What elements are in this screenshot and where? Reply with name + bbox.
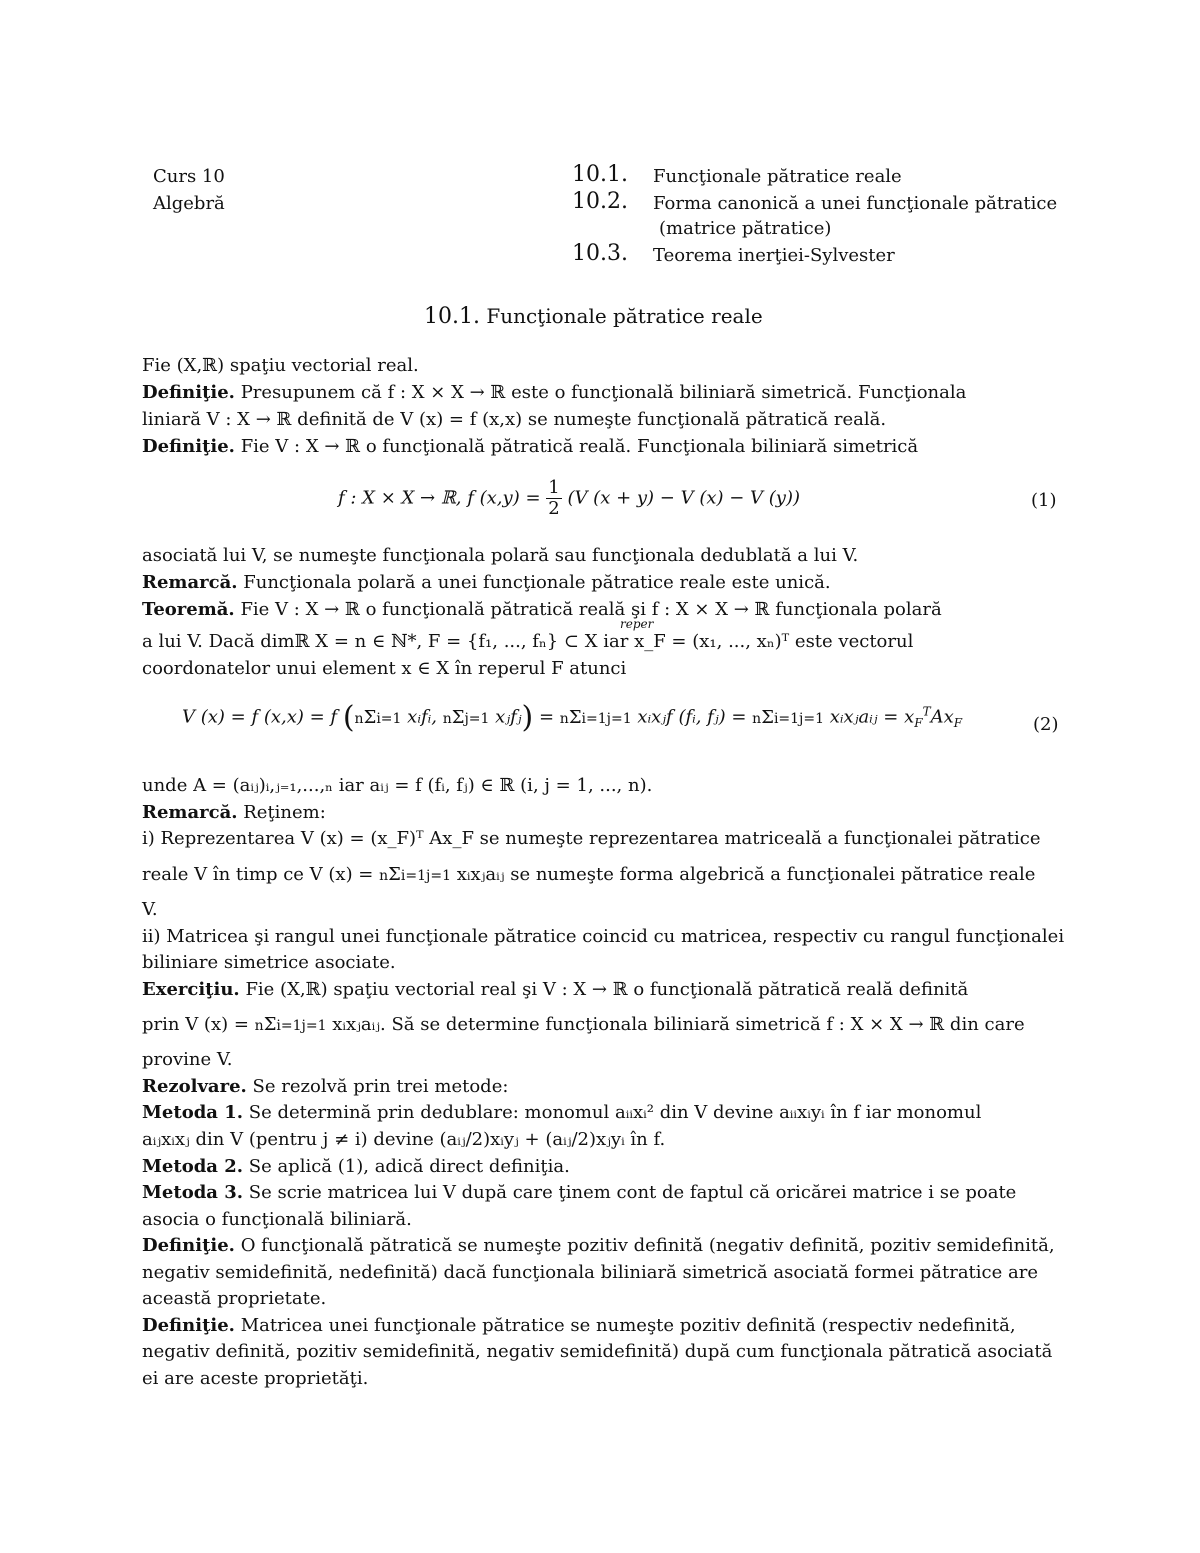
solution: [142, 1074, 508, 1100]
def-text: Presupunem că f : X × X → ℝ este o funcţională biliniară simetrică. Funcţionala: [240, 382, 967, 403]
definition-1: [142, 380, 1060, 406]
def-text: Fie V : X → ℝ o funcţională pătratică reală. Funcţionala biliniară simetrică: [240, 436, 919, 457]
method-1: [142, 1100, 981, 1126]
reper-label: reper: [620, 617, 654, 631]
def-label: Definiţie.: [142, 1235, 235, 1256]
equation-2: V (x) = f (x,x) = f (nΣi=1 xᵢfᵢ, nΣj=1 xⱼfⱼ) = nΣi=1j=1 xᵢxⱼf (fᵢ, fⱼ) = nΣi=1j=1 xᵢxⱼaᵢⱼ = $x_F^TAx_F$: [182, 700, 963, 735]
double-sum-4: nΣi=1j=1: [254, 1014, 327, 1035]
toc-title-1: Funcţionale pătratice reale: [653, 166, 902, 187]
definition-4-line2: negativ definită, pozitiv semidefinită, negativ semidefinită) după cum funcţionala pătratică asociată: [142, 1341, 1053, 1362]
definition-2: [142, 434, 918, 460]
method-3: [142, 1180, 1016, 1206]
method-label: Metoda 1.: [142, 1102, 244, 1123]
eq2-b: xᵢfᵢ,: [407, 706, 437, 728]
item-i-line2: reale V în timp ce V (x) = nΣi=1j=1 xᵢxⱼaᵢⱼ se numeşte forma algebrică a funcţionalei pătratice reale: [142, 864, 1036, 885]
toc-title-2b: (matrice pătratice): [659, 218, 832, 239]
sum-i: nΣi=1: [354, 706, 402, 728]
sum-j: nΣj=1: [442, 706, 490, 728]
course-label: Curs 10: [153, 166, 225, 187]
eq2-e: xᵢxⱼf (fᵢ, fⱼ) =: [637, 706, 747, 728]
definition-4-line3: ei are aceste proprietăţi.: [142, 1368, 369, 1389]
theorem-line3: coordonatelor unui element x ∈ X în reperul F atunci: [142, 658, 627, 679]
remark-text: Reţinem:: [243, 802, 326, 823]
method-3-line2: asocia o funcţională biliniară.: [142, 1209, 412, 1230]
solution-label: Rezolvare.: [142, 1076, 247, 1097]
definition-1-line2: liniară V : X → ℝ definită de V (x) = f (x,x) se numeşte funcţională pătratică reală.: [142, 409, 887, 430]
subject-label: Algebră: [153, 193, 225, 214]
method-1-line2: aᵢⱼxᵢxⱼ din V (pentru j ≠ i) devine (aᵢⱼ/2)xᵢyⱼ + (aᵢⱼ/2)xⱼyᵢ în f.: [142, 1129, 666, 1150]
exercise-line1: Fie (X,ℝ) spaţiu vectorial real şi V : X → ℝ o funcţională pătratică reală definită: [245, 979, 969, 1000]
section-title: [424, 303, 763, 330]
eq2-f: xᵢxⱼaᵢⱼ = x: [829, 706, 915, 728]
definition-3-line3: această proprietate.: [142, 1288, 327, 1309]
eq2-a: V (x) = f (x,x) = f: [182, 706, 338, 728]
paren-close: ): [521, 700, 534, 735]
remark-2: [142, 800, 326, 826]
double-sum-2: nΣi=1j=1: [752, 706, 825, 728]
eq2-g: Ax: [930, 706, 954, 728]
eq1-fraction: [546, 478, 561, 519]
item-ii-line1: ii) Matricea şi rangul unei funcţionale pătratice coincid cu matricea, respectiv cu rangul funcţionalei: [142, 926, 1065, 947]
solution-text: Se rezolvă prin trei metode:: [252, 1076, 509, 1097]
section-num: 10.1.: [424, 304, 480, 329]
item-i-line3: V.: [142, 899, 158, 920]
paren-open: (: [342, 700, 355, 735]
def-label: Definiţie.: [142, 382, 235, 403]
remark-label: Remarcă.: [142, 572, 238, 593]
toc-title-2: Forma canonică a unei funcţionale pătratice: [653, 193, 1058, 214]
toc-num-3: 10.3.: [572, 241, 628, 266]
eq1-right: (V (x + y) − V (x) − V (y)): [567, 487, 800, 509]
double-sum-3: nΣi=1j=1: [379, 864, 451, 885]
def-label: Definiţie.: [142, 436, 235, 457]
section-text: Funcţionale pătratice reale: [486, 304, 763, 328]
theorem-line1: Fie V : X → ℝ o funcţională pătratică reală şi f : X × X → ℝ funcţionala polară: [240, 599, 942, 620]
remark-label: Remarcă.: [142, 802, 238, 823]
definition-4: [142, 1313, 1016, 1339]
theorem: [142, 597, 942, 623]
method-text: Se aplică (1), adică direct definiţia.: [248, 1156, 570, 1177]
toc-num-1: 10.1.: [572, 162, 628, 187]
paragraph-polar: asociată lui V, se numeşte funcţionala polară sau funcţionala dedublată a lui V.: [142, 545, 859, 566]
method-text: Se determină prin dedublare: monomul aᵢᵢxᵢ² din V devine aᵢᵢxᵢyᵢ în f iar monomul: [248, 1102, 982, 1123]
eq2-d: =: [538, 706, 555, 728]
theorem-line2: a lui V. Dacă dimℝ X = n ∈ ℕ*, F = {f₁, ..., fₙ} ⊂ X iar x_F = (x₁, ..., xₙ)ᵀ este vectorul: [142, 631, 914, 652]
exercise-line2: prin V (x) = nΣi=1j=1 xᵢxⱼaᵢⱼ. Să se determine funcţionala biliniară simetrică f : X × X → ℝ din care: [142, 1014, 1025, 1035]
equation-1-tag: (1): [1031, 490, 1057, 511]
theorem-label: Teoremă.: [142, 599, 235, 620]
method-2: [142, 1154, 570, 1180]
item-ii-line2: biliniare simetrice asociate.: [142, 952, 396, 973]
exercise-line3: provine V.: [142, 1049, 233, 1070]
eq1-den: 2: [548, 498, 560, 519]
remark-text: Funcţionala polară a unei funcţionale pătratice reale este unică.: [243, 572, 831, 593]
double-sum-1: nΣi=1j=1: [559, 706, 632, 728]
method-text: Se scrie matricea lui V după care ţinem cont de faptul că oricărei matrice i se poate: [248, 1182, 1017, 1203]
equation-1: [338, 478, 800, 519]
def-text: O funcţională pătratică se numeşte pozitiv definită (negativ definită, pozitiv semidefinită,: [240, 1235, 1055, 1256]
equation-2-tag: (2): [1033, 714, 1059, 735]
toc-title-3: Teorema inerţiei-Sylvester: [653, 245, 895, 266]
remark-1: [142, 570, 831, 596]
eq1-num: 1: [548, 477, 560, 498]
method-label: Metoda 3.: [142, 1182, 244, 1203]
paragraph-where: unde A = (aᵢⱼ)ᵢ,ⱼ₌₁,...,ₙ iar aᵢⱼ = f (fᵢ, fⱼ) ∈ ℝ (i, j = 1, ..., n).: [142, 775, 653, 796]
exercise: [142, 977, 968, 1003]
exercise-label: Exerciţiu.: [142, 979, 240, 1000]
definition-3: [142, 1233, 1055, 1259]
item-i-line1: i) Reprezentarea V (x) = (x_F)ᵀ Ax_F se numeşte reprezentarea matriceală a funcţionalei pătratice: [142, 828, 1041, 849]
method-label: Metoda 2.: [142, 1156, 244, 1177]
toc-num-2: 10.2.: [572, 189, 628, 214]
def-label: Definiţie.: [142, 1315, 235, 1336]
eq2-c: xⱼfⱼ: [495, 706, 522, 728]
definition-3-line2: negativ semidefinită, nedefinită) dacă funcţionala biliniară simetrică asociată formei pătratice are: [142, 1262, 1038, 1283]
paragraph-space: Fie (X,ℝ) spaţiu vectorial real.: [142, 355, 419, 376]
eq1-left: f : X × X → ℝ, f (x,y) =: [338, 487, 547, 509]
def-text: Matricea unei funcţionale pătratice se numeşte pozitiv definită (respectiv nedefinită,: [240, 1315, 1016, 1336]
